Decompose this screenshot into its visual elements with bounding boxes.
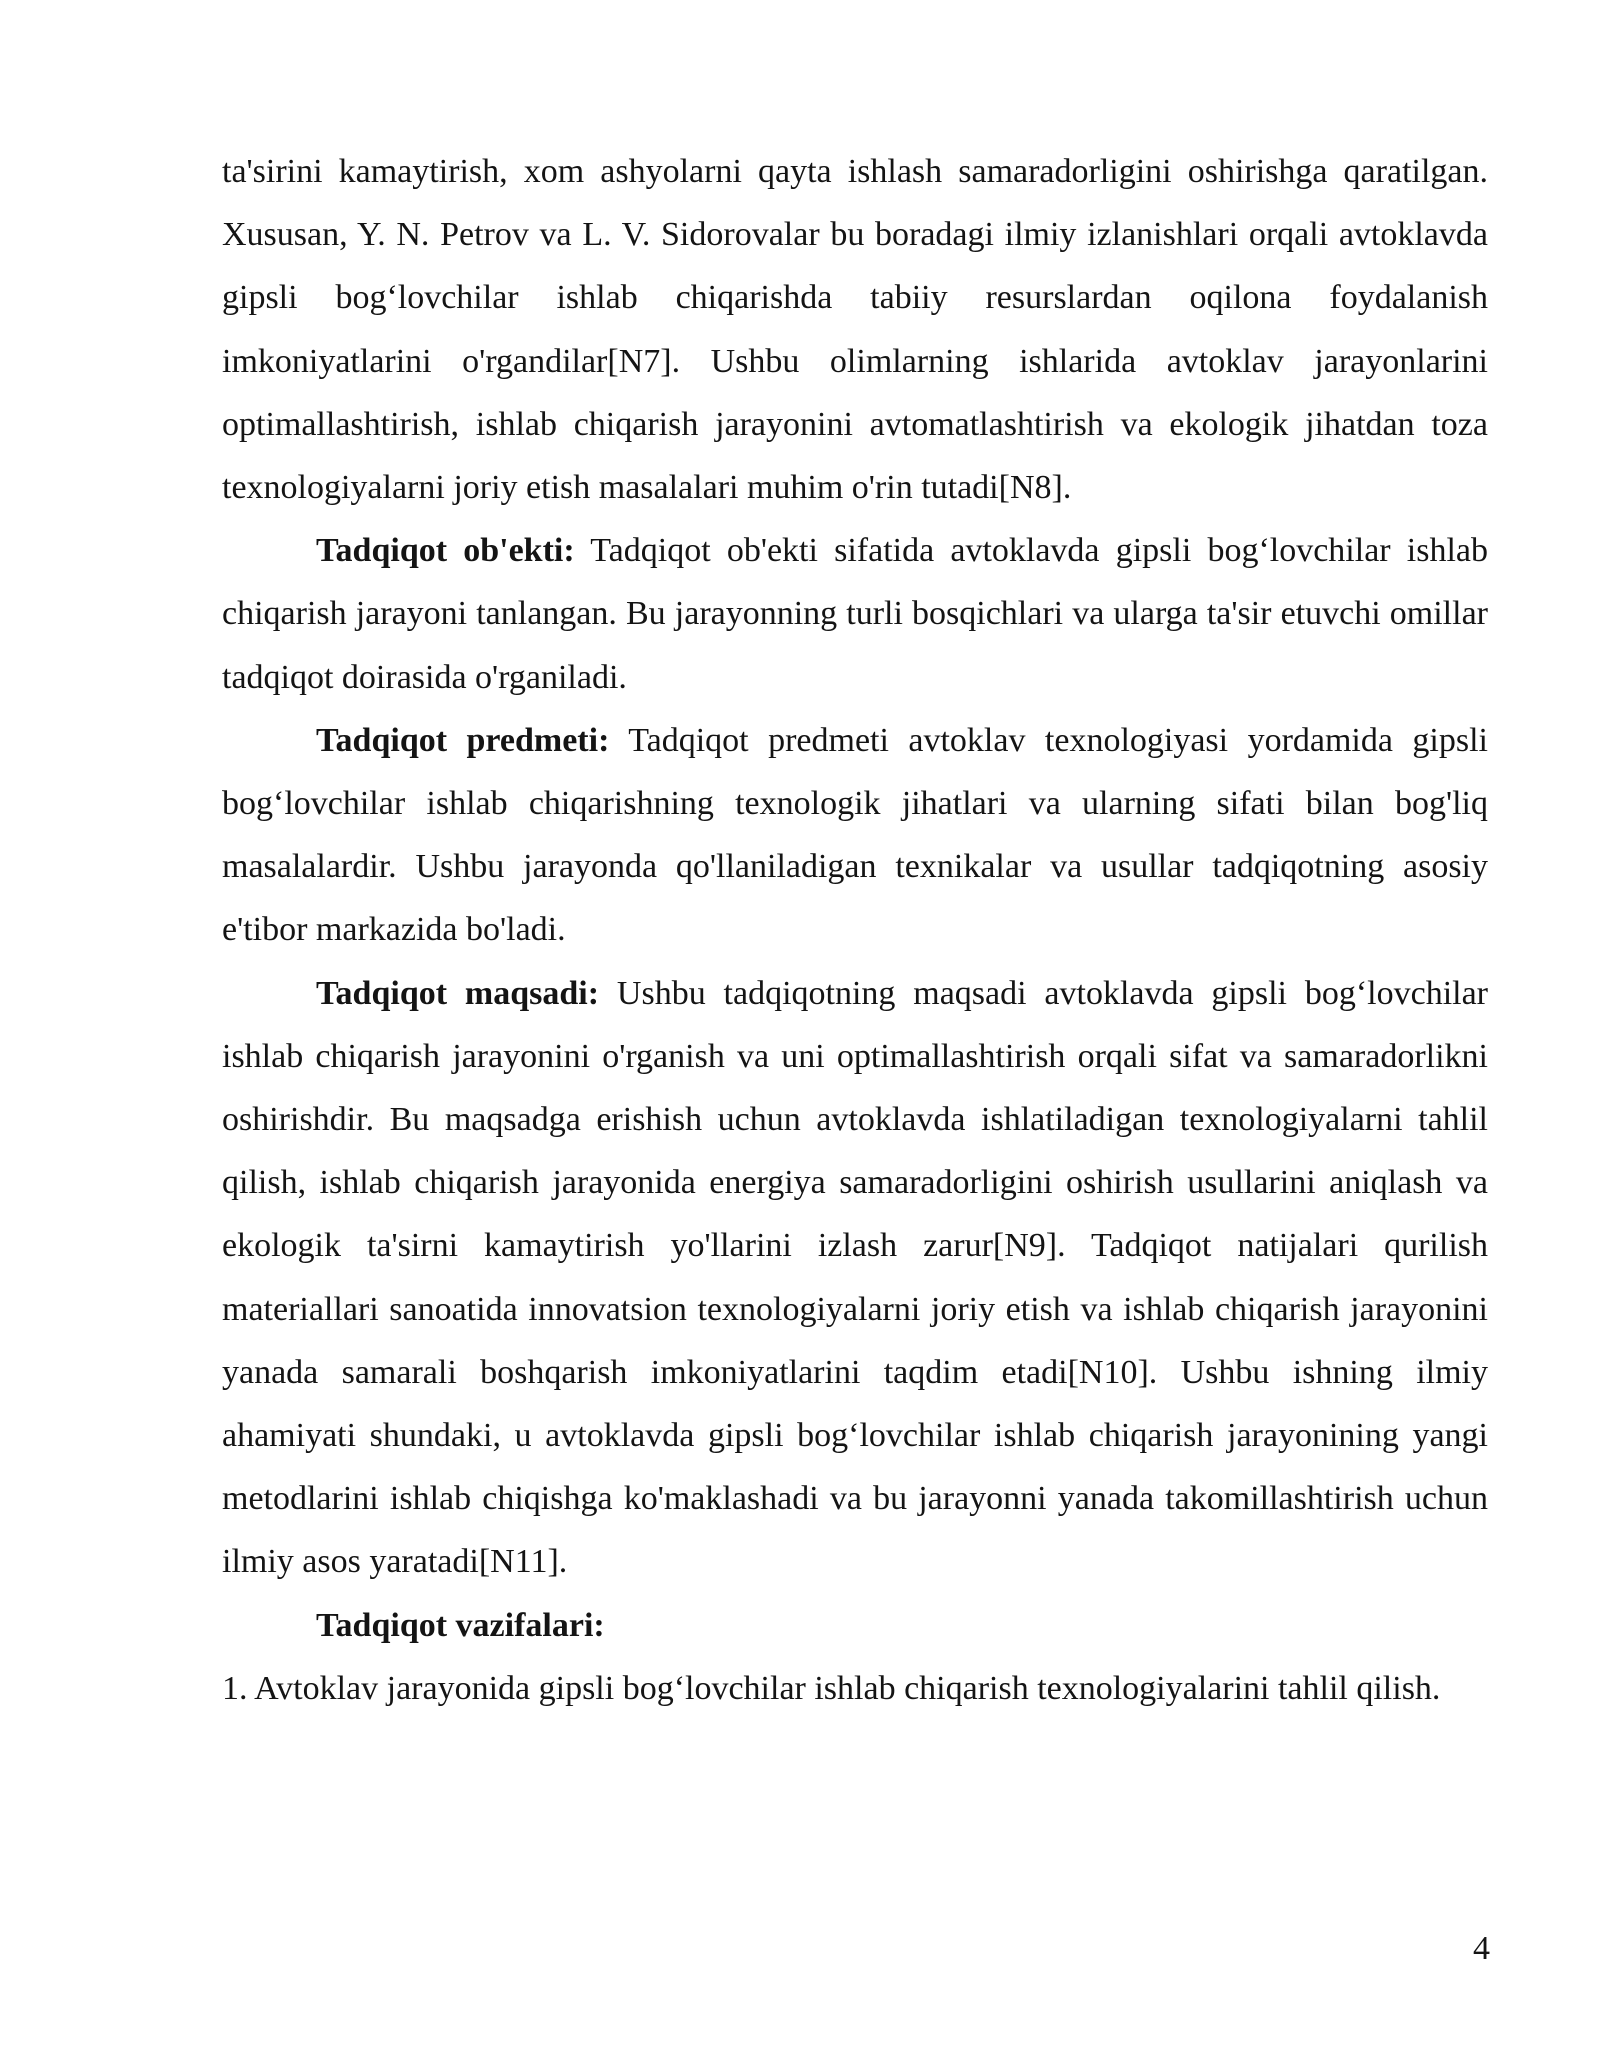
paragraph-heading: Tadqiqot predmeti: [316,721,610,759]
paragraph-heading: Tadqiqot maqsadi: [316,974,600,1012]
paragraph-research-object [222,519,1488,709]
paragraph-research-subject [222,709,1488,962]
paragraph-heading: Tadqiqot ob'ekti: [316,532,575,570]
paragraph-research-tasks [222,1594,1488,1657]
list-item: 1. Avtoklav jarayonida gipsli bog‘lovchilar ishlab chiqarish texnologiyalarini tahlil qilish. [222,1669,1441,1707]
paragraph-text: ta'sirini kamaytirish, xom ashyolarni qayta ishlash samaradorligini oshirishga qaratilgan. Xususan, Y. N. Petrov va L. V. Sidorovalar bu boradagi ilmiy izlanishlari orqali avtoklavda gipsli bog‘lovchilar ishlab chiqarishda tabiiy resurslardan oqilona foydalanish imkoniyatlarini o'rgandilar[N7]. Ushbu olimlarning ishlarida avtoklav jarayonlarini optimallashtirish, ishlab chiqarish jarayonini avtomatlashtirish va ekologik jihatdan toza texnologiyalarni joriy etish masalalari muhim o'rin tutadi[N8]. [222,153,1488,507]
paragraph-text: Tadqiqot ob'ekti sifatida avtoklavda gipsli bog‘lovchilar ishlab chiqarish jarayoni tanlangan. Bu jarayonning turli bosqichlari va ularga ta'sir etuvchi omillar tadqiqot doirasida o'rganiladi. [222,532,1489,696]
page-number: 4 [1473,1930,1490,1967]
paragraph-intro-continuation [222,140,1488,519]
paragraph-text: Tadqiqot predmeti avtoklav texnologiyasi yordamida gipsli bog‘lovchilar ishlab chiqarishning texnologik jihatlari va ularning sifati bilan bog'liq masalalardir. Ushbu jarayonda qo'llaniladigan texnikalar va usullar tadqiqotning asosiy e'tibor markazida bo'ladi. [222,721,1488,949]
document-body [222,140,1488,1720]
paragraph-heading: Tadqiqot vazifalari: [316,1606,605,1644]
paragraph-research-goal [222,962,1488,1594]
paragraph-text: Ushbu tadqiqotning maqsadi avtoklavda gipsli bog‘lovchilar ishlab chiqarish jarayonini o'rganish va uni optimallashtirish orqali sifat va samaradorlikni oshirishdir. Bu maqsadga erishish uchun avtoklavda ishlatiladigan texnologiyalarni tahlil qilish, ishlab chiqarish jarayonida energiya samaradorligini oshirish usullarini aniqlash va ekologik ta'sirni kamaytirish yo'llarini izlash zarur[N9]. Tadqiqot natijalari qurilish materiallari sanoatida innovatsion texnologiyalarni joriy etish va ishlab chiqarish jarayonini yanada samarali boshqarish imkoniyatlarini taqdim etadi[N10]. Ushbu ishning ilmiy ahamiyati shundaki, u avtoklavda gipsli bog‘lovchilar ishlab chiqarish jarayonining yangi metodlarini ishlab chiqishga ko'maklashadi va bu jarayonni yanada takomillashtirish uchun ilmiy asos yaratadi[N11]. [222,974,1489,1581]
